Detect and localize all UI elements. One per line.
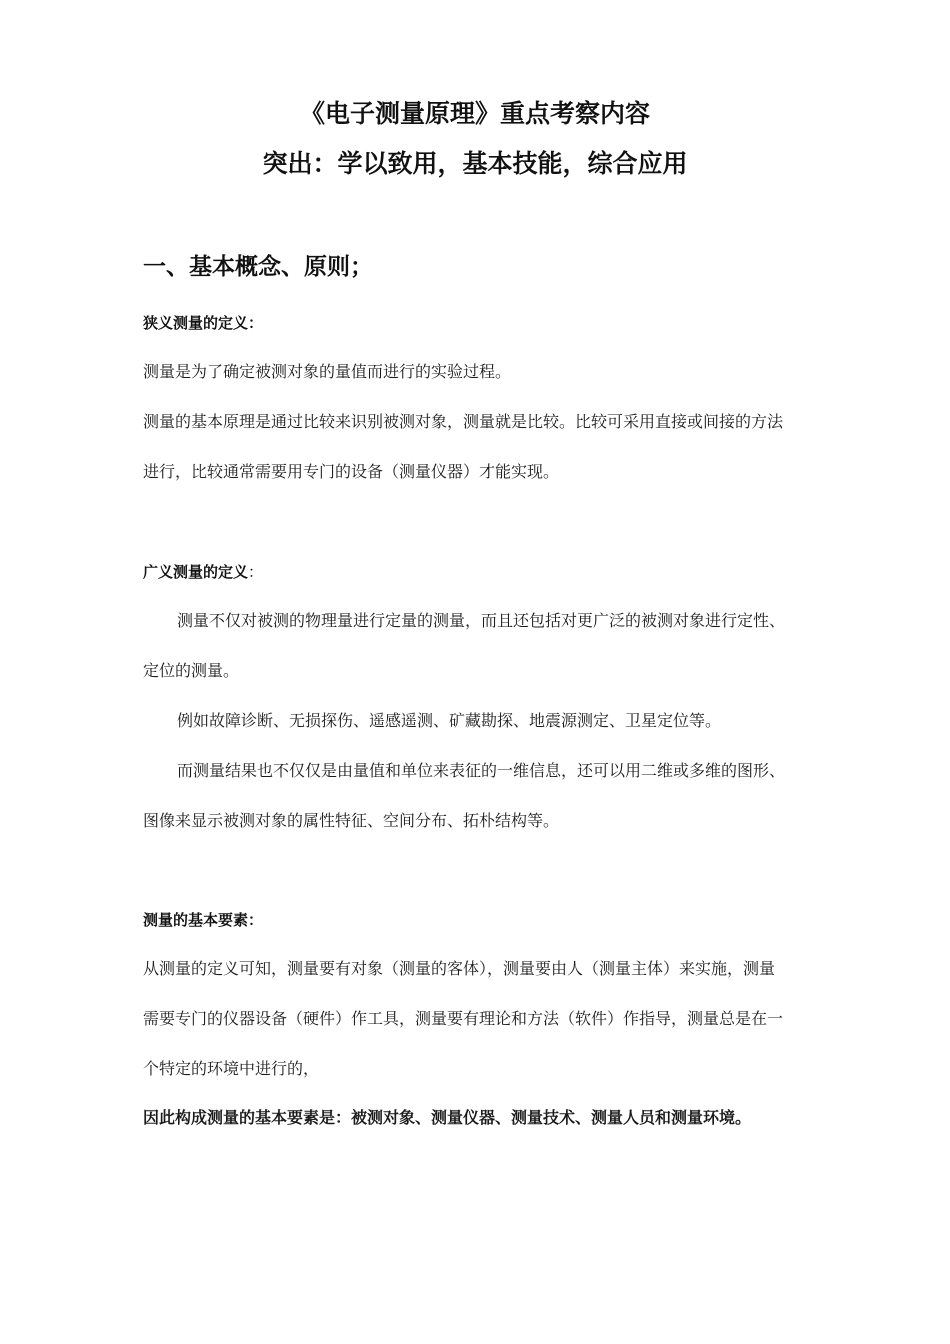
- broad-definition-label-text: 广义测量的定义: [143, 563, 249, 581]
- broad-definition-label-colon: ：: [248, 563, 264, 581]
- paragraph-line: 进行，比较通常需要用专门的设备（测量仪器）才能实现。: [143, 462, 560, 481]
- elements-conclusion: 因此构成测量的基本要素是：被测对象、测量仪器、测量技术、测量人员和测量环境。: [143, 1108, 752, 1127]
- paragraph-line: 测量不仅对被测的物理量进行定量的测量，而且还包括对更广泛的被测对象进行定性、: [177, 611, 786, 630]
- document-title: 《电子测量原理》重点考察内容: [299, 99, 650, 128]
- narrow-definition-label: 狭义测量的定义：: [143, 314, 264, 332]
- paragraph-line: 个特定的环境中进行的，: [143, 1059, 320, 1078]
- paragraph-line: 需要专门的仪器设备（硬件）作工具，测量要有理论和方法（软件）作指导，测量总是在一: [143, 1009, 784, 1028]
- paragraph-line: 从测量的定义可知，测量要有对象（测量的客体），测量要由人（测量主体）来实施，测量: [143, 959, 776, 978]
- basic-elements-label: 测量的基本要素：: [143, 911, 264, 929]
- broad-definition-label: [143, 561, 263, 583]
- section-heading: 一、基本概念、原则；: [143, 254, 373, 280]
- paragraph-line: 例如故障诊断、无损探伤、遥感遥测、矿藏勘探、地震源测定、卫星定位等。: [177, 711, 722, 730]
- paragraph-line: 测量的基本原理是通过比较来识别被测对象，测量就是比较。比较可采用直接或间接的方法: [143, 412, 784, 431]
- paragraph-line: 定位的测量。: [143, 661, 240, 680]
- document-subtitle: 突出：学以致用，基本技能，综合应用: [262, 149, 688, 178]
- paragraph-line: 而测量结果也不仅仅是由量值和单位来表征的一维信息，还可以用二维或多维的图形、: [177, 761, 786, 780]
- paragraph-line: 测量是为了确定被测对象的量值而进行的实验过程。: [143, 362, 512, 381]
- paragraph-line: 图像来显示被测对象的属性特征、空间分布、拓朴结构等。: [143, 811, 560, 830]
